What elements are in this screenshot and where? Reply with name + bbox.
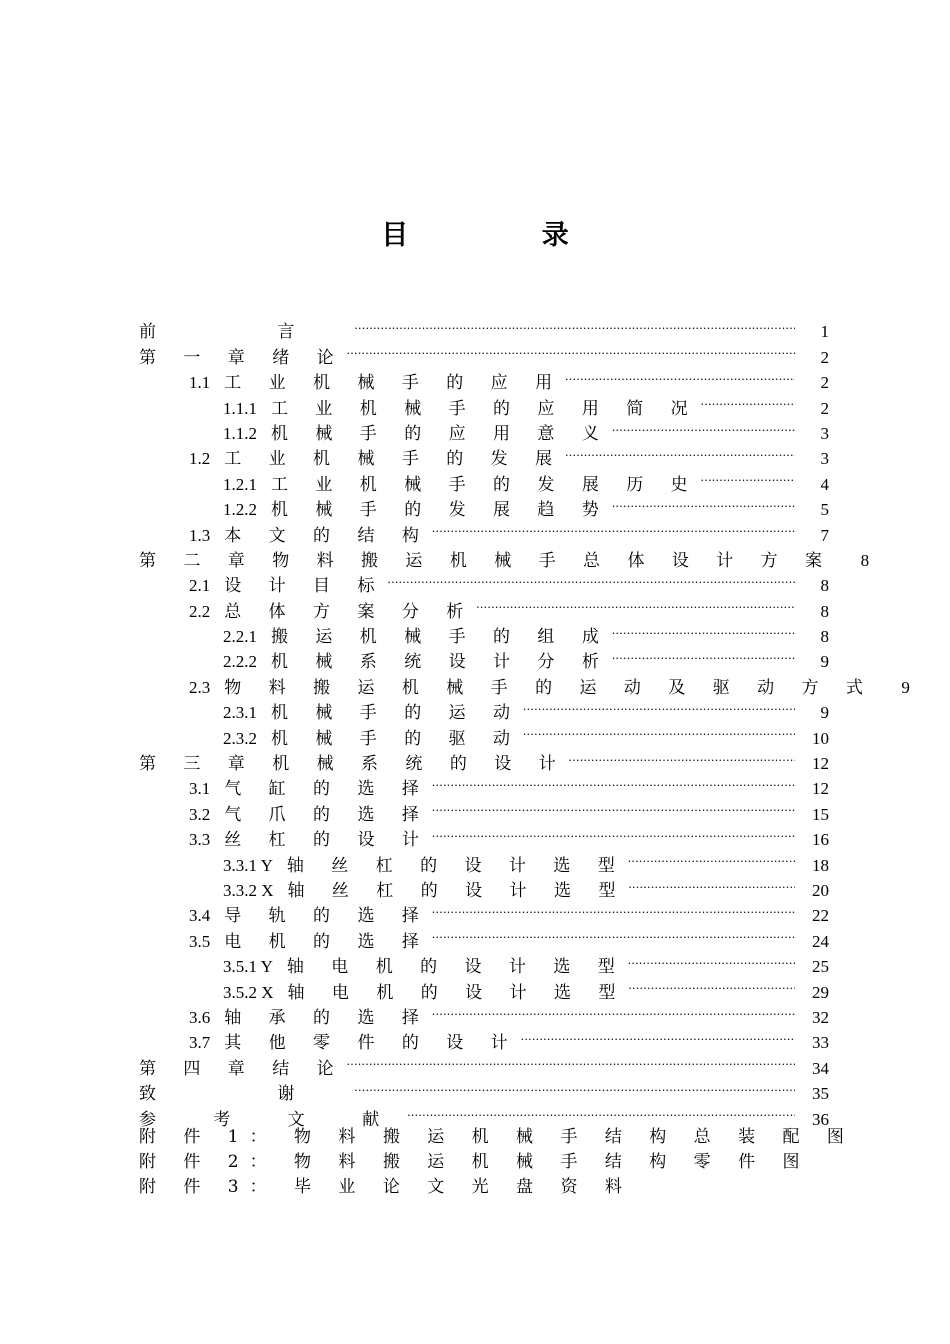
toc-entry-label: 第 四 章 结 论 xyxy=(139,1058,345,1079)
toc-entry-number: 3.5.1 Y xyxy=(223,957,273,977)
toc-leader-dots xyxy=(432,998,795,1023)
toc-entry-page: 25 xyxy=(812,957,829,977)
toc-entry-label: 第 一 章 绪 论 xyxy=(139,347,345,368)
toc-entry-number: 3.5.2 X xyxy=(223,982,274,1002)
toc-entry-page: 10 xyxy=(812,728,829,748)
toc-entry-label: 丝 杠 的 设 计 xyxy=(224,830,430,851)
toc-leader-dots xyxy=(612,490,795,515)
toc-entry-label: 物 料 搬 运 机 械 手 的 运 动 及 驱 动 方 式 xyxy=(224,677,874,698)
toc-entry-page: 3 xyxy=(820,423,829,443)
toc-entry-number: 1.2.1 xyxy=(223,474,257,494)
toc-entry-label: 第 二 章 物 料 搬 运 机 械 手 总 体 设 计 方 案 xyxy=(139,550,834,571)
toc-entry-label: 第 三 章 机 械 系 统 的 设 计 xyxy=(139,754,567,775)
toc-entry-page: 12 xyxy=(812,779,829,799)
toc-entry-page: 7 xyxy=(820,525,829,545)
toc-entry-page: 3 xyxy=(820,449,829,469)
toc-entry-page: 33 xyxy=(812,1033,829,1053)
toc-entry-number: 3.7 xyxy=(189,1033,211,1053)
toc-entry-label: 机 械 手 的 发 展 趋 势 xyxy=(271,500,610,521)
toc-entry-label: 轴 电 机 的 设 计 选 型 xyxy=(287,982,627,1003)
toc-entry-number: 2.3.2 xyxy=(223,728,257,748)
toc-leader-dots xyxy=(432,921,795,946)
toc-leader-dots xyxy=(432,769,795,794)
toc-entry-page: 8 xyxy=(820,601,829,621)
toc-entry[interactable] xyxy=(139,312,829,343)
page-title: 目 录 xyxy=(381,220,631,251)
toc-leader-dots xyxy=(432,896,795,921)
toc-entry-label: 致 谢 xyxy=(139,1084,353,1105)
toc-entry-number: 3.5 xyxy=(189,931,211,951)
toc-leader-dots xyxy=(521,1023,795,1048)
toc-entry-label: 机 械 系 统 设 计 分 析 xyxy=(271,652,610,673)
toc-entry-label: 气 缸 的 选 择 xyxy=(224,779,430,800)
toc-entry-page: 9 xyxy=(820,703,829,723)
toc-leader-dots xyxy=(628,947,795,972)
toc-entry-page: 24 xyxy=(812,931,829,951)
toc-entry-page: 1 xyxy=(820,322,829,342)
toc-entry-page: 18 xyxy=(812,855,829,875)
toc-entry-label: 轴 丝 杠 的 设 计 选 型 xyxy=(287,880,627,901)
toc-entry-page: 8 xyxy=(820,627,829,647)
toc-leader-dots xyxy=(569,744,795,769)
toc-entry-number: 1.3 xyxy=(189,525,211,545)
toc-leader-dots xyxy=(701,464,795,489)
toc-entry-number: 3.3 xyxy=(189,830,211,850)
toc-entry-number: 3.6 xyxy=(189,1007,211,1027)
toc-entry-label: 附 件 2： 物 料 搬 运 机 械 手 结 构 零 件 图 xyxy=(139,1151,811,1172)
toc-entry-page: 36 xyxy=(812,1109,829,1129)
toc-entry-number: 2.3.1 xyxy=(223,703,257,723)
toc-entry-page: 22 xyxy=(812,906,829,926)
toc-entry-page: 35 xyxy=(812,1084,829,1104)
toc-entry-label: 轴 承 的 选 择 xyxy=(224,1007,430,1028)
toc-leader-dots xyxy=(523,718,795,743)
toc-entry-page: 15 xyxy=(812,804,829,824)
toc-entry-number: 3.3.1 Y xyxy=(223,855,273,875)
toc-entry[interactable] xyxy=(139,1175,829,1200)
toc-entry-label: 电 机 的 选 择 xyxy=(224,931,430,952)
toc-entry-label: 其 他 零 件 的 设 计 xyxy=(224,1033,519,1054)
toc-entry-number: 3.2 xyxy=(189,804,211,824)
toc-entry-number: 2.2 xyxy=(189,601,211,621)
toc-entry-label: 设 计 目 标 xyxy=(224,576,386,597)
toc-entry-page: 2 xyxy=(820,347,829,367)
toc-entry-label: 前 言 xyxy=(139,322,353,343)
toc-leader-dots xyxy=(628,871,795,896)
toc-entry-number: 1.1 xyxy=(189,373,211,393)
toc-leader-dots xyxy=(565,439,795,464)
toc-leader-dots xyxy=(432,794,795,819)
toc-leader-dots xyxy=(628,972,795,997)
toc-entry-page: 32 xyxy=(812,1007,829,1027)
toc-entry-label: 轴 电 机 的 设 计 选 型 xyxy=(286,957,626,978)
toc-leader-dots xyxy=(387,566,795,591)
toc-leader-dots xyxy=(565,363,795,388)
toc-entry-page: 9 xyxy=(901,677,910,697)
toc-entry-label: 附 件 3： 毕 业 论 文 光 盘 资 料 xyxy=(139,1177,633,1198)
toc-leader-dots xyxy=(347,337,795,362)
toc-entry-number: 2.3 xyxy=(189,677,211,697)
toc-entry-page: 9 xyxy=(820,652,829,672)
toc-entry-page: 16 xyxy=(812,830,829,850)
toc-entry-page: 8 xyxy=(860,550,870,570)
toc-leader-dots xyxy=(612,617,795,642)
toc-entry-number: 2.2.1 xyxy=(223,627,257,647)
toc-entry-number: 3.4 xyxy=(189,906,211,926)
toc-entry-label: 工 业 机 械 手 的 发 展 xyxy=(224,449,564,470)
toc-leader-dots xyxy=(701,388,795,413)
toc-entry-label: 搬 运 机 械 手 的 组 成 xyxy=(271,627,610,648)
toc-leader-dots xyxy=(612,642,795,667)
toc-entry-number: 1.1.1 xyxy=(223,398,257,418)
toc-entry-number: 2.2.2 xyxy=(223,652,257,672)
toc-entry-number: 2.1 xyxy=(189,576,211,596)
toc-leader-dots xyxy=(432,515,795,540)
toc-leader-dots xyxy=(354,1074,795,1099)
toc-leader-dots xyxy=(407,1099,795,1124)
toc-entry-label: 总 体 方 案 分 析 xyxy=(224,601,475,622)
toc-leader-dots xyxy=(354,312,795,337)
toc-entry-number: 3.3.2 X xyxy=(223,880,274,900)
toc-entry-page: 5 xyxy=(820,500,829,520)
toc-entry-page: 34 xyxy=(812,1058,829,1078)
toc-entry-label: 参 考 文 献 xyxy=(139,1109,406,1130)
toc-leader-dots xyxy=(476,591,795,616)
toc-entry-number: 3.1 xyxy=(189,779,211,799)
toc-entry-label: 本 文 的 结 构 xyxy=(224,525,430,546)
toc-entry[interactable] xyxy=(139,1125,855,1150)
toc-entry-label: 工 业 机 械 手 的 应 用 xyxy=(224,373,564,394)
toc-entry[interactable] xyxy=(139,1150,829,1175)
table-of-contents xyxy=(139,312,910,1201)
toc-entry-label: 气 爪 的 选 择 xyxy=(224,804,430,825)
toc-entry-number: 1.2.2 xyxy=(223,500,257,520)
toc-entry-page: 12 xyxy=(812,754,829,774)
toc-entry-page: 2 xyxy=(820,398,829,418)
toc-entry-number: 1.2 xyxy=(189,449,211,469)
toc-entry-label: 工 业 机 械 手 的 应 用 简 况 xyxy=(271,398,699,419)
toc-entry-label: 机 械 手 的 运 动 xyxy=(271,703,522,724)
toc-entry-label: 机 械 手 的 应 用 意 义 xyxy=(271,423,610,444)
toc-leader-dots xyxy=(432,820,795,845)
toc-entry-page: 29 xyxy=(812,982,829,1002)
toc-entry-page: 4 xyxy=(820,474,829,494)
toc-entry-label: 轴 丝 杠 的 设 计 选 型 xyxy=(286,855,626,876)
toc-entry-number: 1.1.2 xyxy=(223,423,257,443)
toc-leader-dots xyxy=(523,693,795,718)
toc-leader-dots xyxy=(628,845,795,870)
toc-leader-dots xyxy=(612,414,795,439)
toc-entry-label: 工 业 机 械 手 的 发 展 历 史 xyxy=(271,474,699,495)
toc-entry-page: 8 xyxy=(820,576,829,596)
toc-entry-label: 附 件 1： 物 料 搬 运 机 械 手 结 构 总 装 配 图 xyxy=(139,1126,855,1147)
toc-entry-page: 2 xyxy=(820,373,829,393)
toc-leader-dots xyxy=(347,1048,795,1073)
toc-entry-label: 导 轨 的 选 择 xyxy=(224,906,430,927)
toc-entry-page: 20 xyxy=(812,880,829,900)
toc-entry-label: 机 械 手 的 驱 动 xyxy=(271,728,522,749)
